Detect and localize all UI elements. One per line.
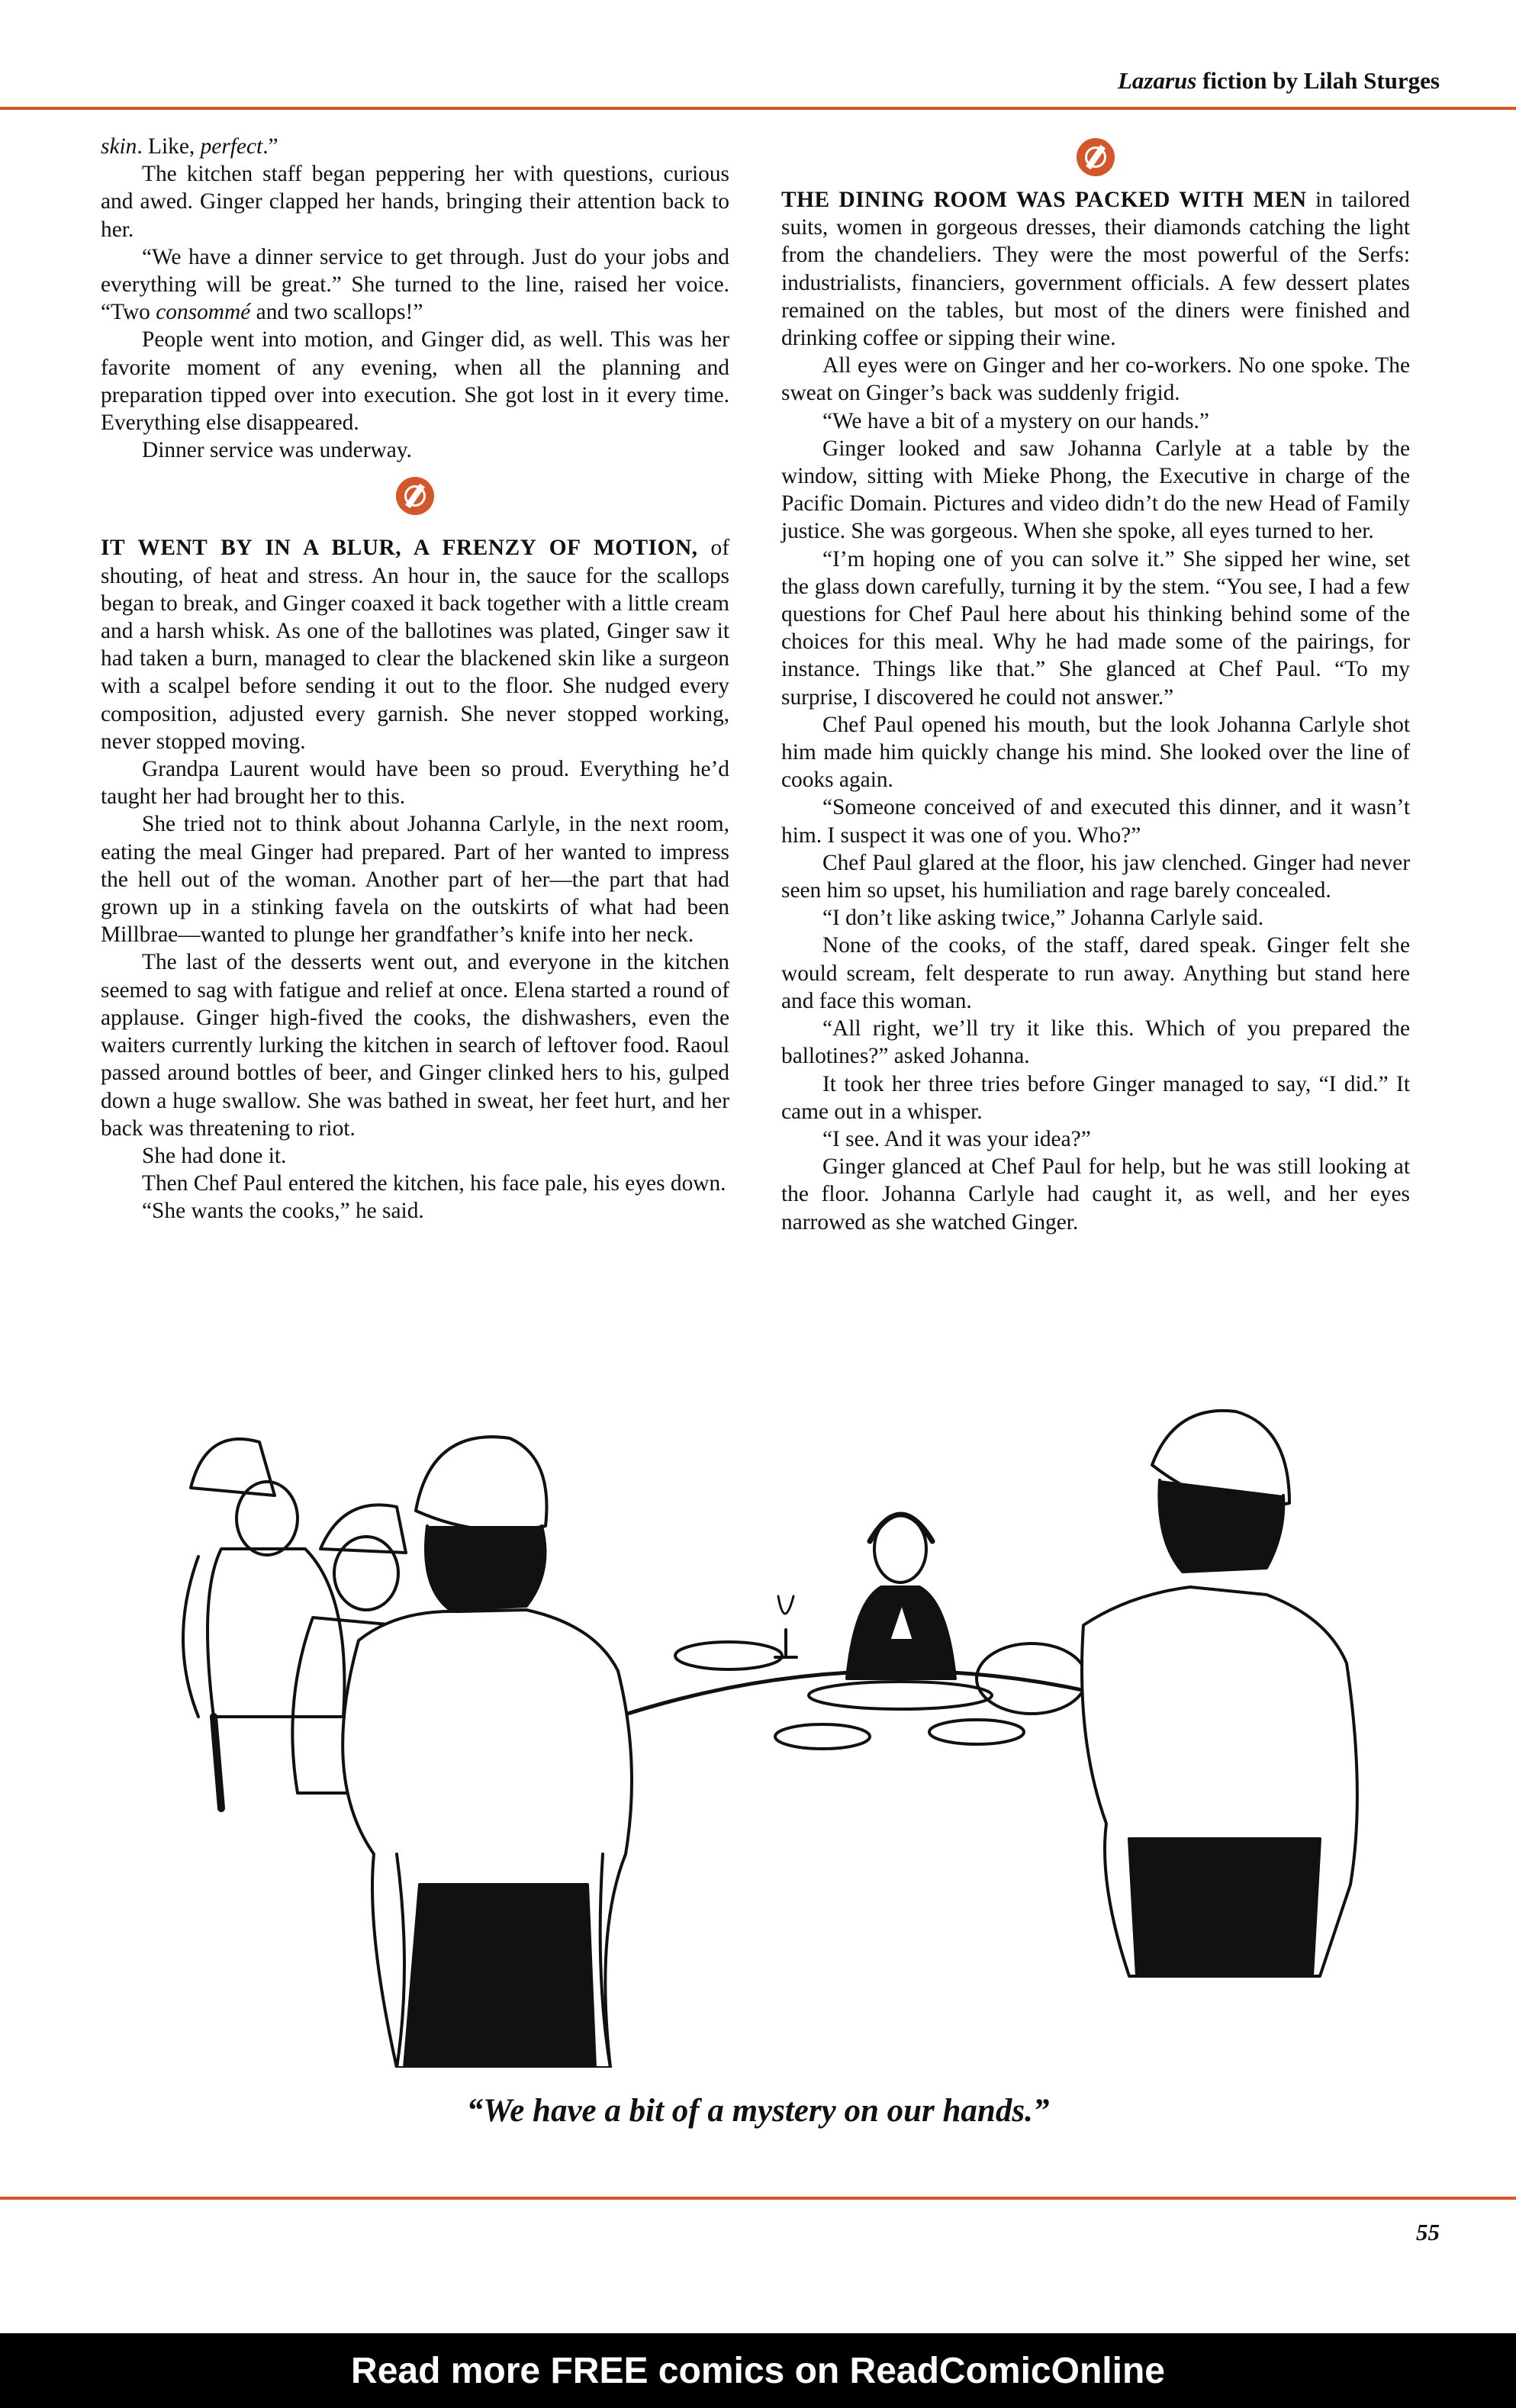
promo-banner[interactable]: [0, 2333, 1516, 2408]
text: in tailored suits, women in gorgeous dresses, their diamonds catching the light from the chandeliers. They were the most powerful of the Serfs: industrialists, financiers, government officials. A few dessert plates remained on the tables, but most of the diners were finished and drinking coffee or sipping their wine.: [781, 188, 1410, 351]
paragraph: All eyes were on Ginger and her co-workers. No one spoke. The sweat on Ginger’s back was suddenly frigid.: [781, 353, 1410, 406]
paragraph: “I’m hoping one of you can solve it.” She sipped her wine, set the glass down carefully, turning it by the stem. “You see, I had a few questions for Chef Paul here about his thinking behind some of the choices for this meal. Why he had made some of the pairings, for instance. Things like that.” She glanced at Chef Paul. “To my surprise, I discovered he could not answer.”: [781, 546, 1410, 710]
footer-rule: [0, 2197, 1516, 2200]
text: . Like,: [137, 134, 201, 159]
section-divider-icon: [396, 477, 434, 515]
paragraph: Chef Paul opened his mouth, but the look Johanna Carlyle shot him made him quickly change his mind. She looked over the line of cooks again.: [781, 712, 1410, 793]
paragraph: “We have a bit of a mystery on our hands.”: [822, 408, 1209, 433]
seated-woman-figure: [847, 1515, 955, 1679]
paragraph: Chef Paul glared at the floor, his jaw clenched. Ginger had never seen him so upset, his humiliation and rage barely concealed.: [781, 850, 1410, 903]
paragraph: Ginger looked and saw Johanna Carlyle at a table by the window, sitting with Mieke Phong, the Executive in charge of the Pacific Domain. Pictures and video didn’t do the new Head of Family justice. She was gorgeous. When she spoke, all eyes turned to her.: [781, 436, 1410, 544]
section-lead-paragraph: [101, 534, 729, 755]
paragraph: Dinner service was underway.: [142, 438, 412, 463]
paragraph: [101, 133, 729, 160]
header-byline: fiction by Lilah Sturges: [1196, 67, 1440, 94]
header-series-title: Lazarus: [1117, 67, 1197, 94]
paragraph: “I see. And it was your idea?”: [822, 1126, 1091, 1151]
cook-figure: [183, 1439, 344, 1808]
paragraph: Ginger glanced at Chef Paul for help, but he was still looking at the floor. Johanna Carlyle had caught it, as well, and her eyes narrowed as she watched Ginger.: [781, 1154, 1410, 1235]
lead-in-caps: THE DINING ROOM WAS PACKED WITH MEN: [781, 188, 1307, 212]
illustration: [168, 1396, 1373, 2068]
paragraph: Grandpa Laurent would have been so proud. Everything he’d taught her had brought her to this.: [101, 757, 729, 810]
paragraph: “She wants the cooks,” he said.: [142, 1199, 424, 1224]
illustration-caption: “We have a bit of a mystery on our hands.”: [466, 2093, 1050, 2129]
text: of shouting, of heat and stress. An hour in, the sauce for the scallops began to break, and Ginger coaxed it back together with a little cream and a harsh whisk. As one of the ballotines was plated, Ginger saw it had taken a burn, managed to clear the blackened skin like a surgeon with a scalpel before sending it out to the floor. She nudged every composition, adjusted every garnish. She never stopped working, never stopped moving.: [101, 536, 729, 754]
paragraph: The kitchen staff began peppering her with questions, curious and awed. Ginger clapped her hands, bringing their attention back to her.: [101, 162, 729, 242]
paragraph: “I don’t like asking twice,” Johanna Carlyle said.: [822, 906, 1264, 931]
paragraph: The last of the desserts went out, and everyone in the kitchen seemed to sag with fatigue and relief at once. Elena started a round of applause. Ginger high-fived the cooks, the dishwashers, even the waiters currently lurking the kitchen in search of leftover food. Raoul passed around bottles of beer, and Ginger clinked hers to his, gulped down a huge swallow. She was bathed in sweat, her feet hurt, and her back was threatening to riot.: [101, 950, 729, 1141]
cook-figure: [1082, 1411, 1357, 1976]
section-lead-paragraph: [781, 186, 1410, 352]
promo-banner-text[interactable]: Read more FREE comics on ReadComicOnline: [351, 2350, 1165, 2391]
section-divider-icon: [1077, 138, 1115, 176]
text: “We have a dinner service to get through. Just do your jobs and everything will be great.” She turned to the line, raised her voice. “Two: [101, 244, 729, 325]
page-number: 55: [1416, 2219, 1440, 2245]
paragraph: She had done it.: [142, 1143, 287, 1168]
text-italic: perfect: [200, 134, 263, 159]
paragraph: Then Chef Paul entered the kitchen, his face pale, his eyes down.: [142, 1171, 726, 1196]
paragraph: It took her three tries before Ginger managed to say, “I did.” It came out in a whisper.: [781, 1071, 1410, 1124]
header-rule: [0, 107, 1516, 110]
header-title: [1118, 67, 1440, 95]
right-text-column: [781, 128, 1410, 1236]
text-italic: consommé: [156, 300, 251, 325]
text-italic: skin: [101, 134, 137, 159]
paragraph: None of the cooks, of the staff, dared speak. Ginger felt she would scream, felt desperate to run away. Anything but stand here and face this woman.: [781, 933, 1410, 1013]
text: .”: [262, 134, 278, 159]
left-text-column: [101, 133, 729, 1225]
section-divider: [781, 128, 1410, 186]
paragraph: People went into motion, and Ginger did, as well. This was her favorite moment of any evening, when all the planning and preparation tipped over into execution. She got lost in it every time. Everything else disappeared.: [101, 327, 729, 436]
section-divider: [101, 464, 729, 528]
paragraph: “Someone conceived of and executed this dinner, and it wasn’t him. I suspect it was one of you. Who?”: [781, 795, 1410, 848]
paragraph: She tried not to think about Johanna Carlyle, in the next room, eating the meal Ginger had prepared. Part of her wanted to impress the hell out of the woman. Another part of her—the part that had grown up in a stinking favela on the outskirts of what had been Millbrae—wanted to plunge her grandfather’s knife into her neck.: [101, 812, 729, 948]
text: and two scallops!”: [250, 300, 423, 325]
paragraph: “All right, we’ll try it like this. Which of you prepared the ballotines?” asked Johanna.: [781, 1016, 1410, 1069]
running-header: [0, 61, 1516, 107]
paragraph: [101, 243, 729, 327]
lead-in-caps: IT WENT BY IN A BLUR, A FRENZY OF MOTION,: [101, 536, 698, 561]
